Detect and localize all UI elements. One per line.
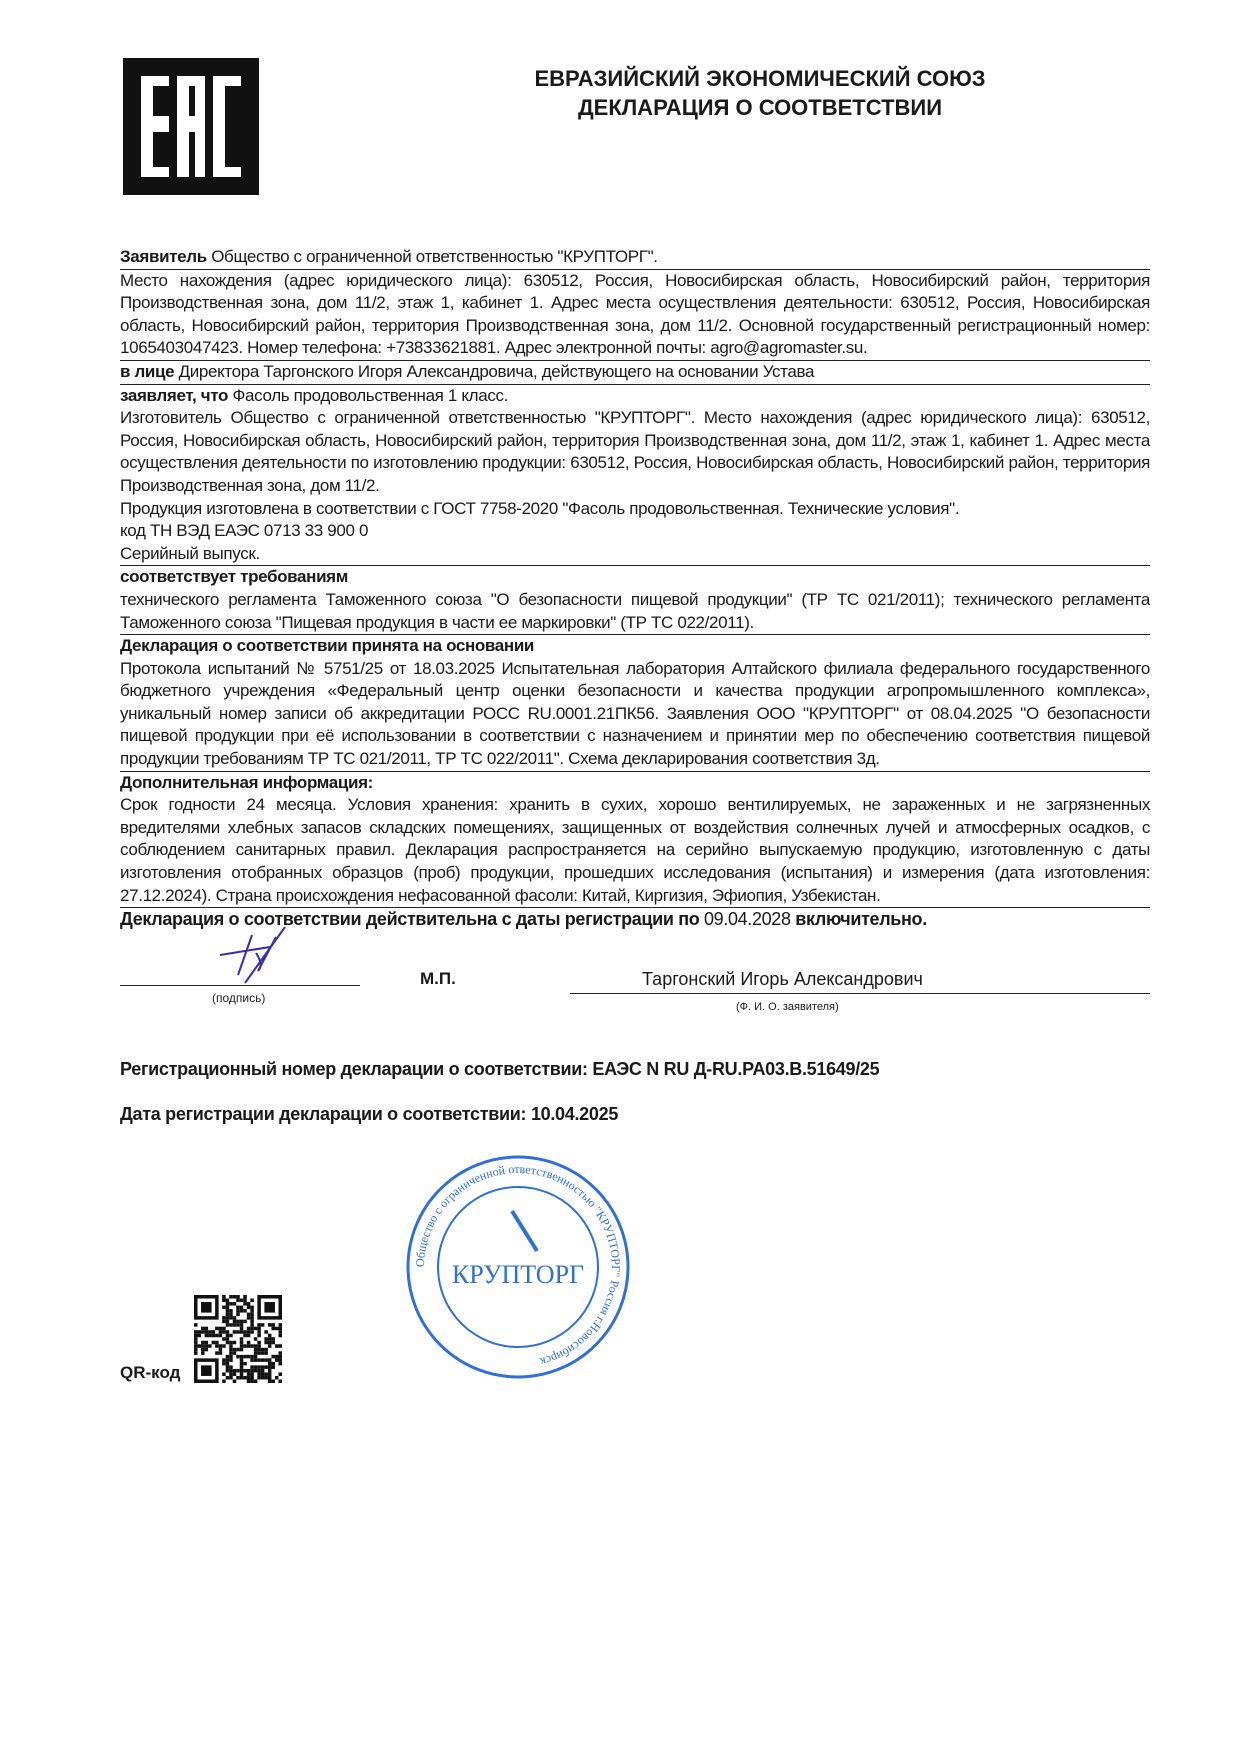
manufacturer: Изготовитель Общество с ограниченной ответственностью "КРУПТОРГ". Место нахождения (адрес юридического лица): 630512, Россия, Новосибирская область, Новосибирский район, территория Производственная зона, дом 11/2, этаж 1, кабинет 1. Адрес места осуществления деятельности по изготовлению продукции: 630512, Россия, Новосибирская область, Новосибирский район, территория Производственная зона, дом 11/2. [120, 408, 1150, 495]
registration-date: Дата регистрации декларации о соответствии: 10.04.2025 [120, 1103, 619, 1124]
registration-number: Регистрационный номер декларации о соответствии: ЕАЭС N RU Д-RU.PA03.B.51649/25 [120, 1058, 880, 1079]
declaration-title: ДЕКЛАРАЦИЯ О СООТВЕТСТВИИ [577, 95, 943, 120]
additional-label: Дополнительная информация: [120, 772, 373, 792]
signature-block [120, 965, 1150, 1035]
basis-text: Протокола испытаний № 5751/25 от 18.03.2025 Испытательная лаборатория Алтайского филиала федерального государственного бюджетного учреждения «Федеральный центр оценки безопасности и качества продукции агропромышленного комплекса», уникальный номер записи об аккредитации РОСС RU.0001.21ПК56. Заявления ООО "КРУПТОРГ" от 08.04.2025 "О безопасности пищевой продукции при её использовании в соответствии с назначением и принятии мер по обеспечению соответствия пищевой продукции требованиям ТР ТС 021/2011, ТР ТС 022/2011". Схема декларирования соответствия 3д. [120, 658, 1150, 772]
additional-text: Срок годности 24 месяца. Условия хранения: хранить в сухих, хорошо вентилируемых, не зараженных и не загрязненных вредителями хлебных запасов складских помещениях, защищенных от воздействия солнечных лучей и атмосферных осадков, с соблюдением санитарных правил. Декларация распространяется на серийно выпускаемую продукцию, изготовленную с даты изготовления отобранных образцов (проб) продукции, прошедших исследования (испытания) и измерения (дата изготовления: 27.12.2024). Страна происхождения нефасованной фасоли: Китай, Киргизия, Эфиопия, Узбекистан. [120, 794, 1150, 908]
document-header [380, 64, 1140, 122]
basis-label: Декларация о соответствии принята на основании [120, 636, 535, 656]
serial-production: Серийный выпуск. [120, 543, 1150, 567]
name-caption: (Ф. И. О. заявителя) [736, 1000, 839, 1013]
applicant-address: Место нахождения (адрес юридического лица): 630512, Россия, Новосибирская область, Новосибирский район, территория Производственная зона, дом 11/2, этаж 1, кабинет 1. Адрес места осуществления деятельности: 630512, Россия, Новосибирская область, Новосибирский район, территория Производственная зона, дом 11/2. Основной государственный регистрационный номер: 1065403047423. Номер телефона: +73833621881. Адрес электронной почты: agro@agromaster.su. [120, 270, 1150, 361]
hs-code: код ТН ВЭД ЕАЭС 0713 33 900 0 [120, 521, 369, 541]
complies-regulations: технического регламента Таможенного союза "О безопасности пищевой продукции" (ТР ТС 021/2011); технического регламента Таможенного союза "Пищевая продукция в части ее маркировки" (ТР ТС 022/2011). [120, 589, 1150, 635]
signature-caption: (подпись) [212, 990, 266, 1005]
stamp-ring-text: Общество с ограниченной ответственностью "КРУПТОРГ" Россия г.Новосибирск [413, 1161, 624, 1370]
stamp-center-text: КРУПТОРГ [452, 1259, 585, 1289]
complies-label: соответствует требованиям [120, 567, 348, 587]
qr-code [194, 1295, 282, 1383]
declaration-body [120, 246, 1150, 931]
validity: Декларация о соответствии действительна с даты регистрации по 09.04.2028 включительно. [120, 909, 927, 930]
signatory-name: Таргонский Игорь Александрович [642, 968, 923, 989]
applicant: Заявитель Общество с ограниченной ответственностью "КРУПТОРГ". [120, 246, 1150, 270]
qr-and-stamp-row [120, 1151, 1150, 1383]
name-line [570, 993, 1150, 994]
standard: Продукция изготовлена в соответствии с ГОСТ 7758-2020 "Фасоль продовольственная. Технические условия". [120, 498, 960, 518]
handwritten-signature [190, 925, 300, 985]
representative: в лице Директора Таргонского Игоря Александровича, действующего на основании Устава [120, 361, 1150, 385]
company-stamp [402, 1151, 634, 1383]
eac-logo [123, 58, 259, 195]
union-title: ЕВРАЗИЙСКИЙ ЭКОНОМИЧЕСКИЙ СОЮЗ [534, 66, 986, 91]
qr-label: QR-код [120, 1362, 181, 1382]
stamp-mark: М.П. [420, 968, 456, 988]
document-content [120, 246, 1150, 1383]
signature-line [120, 985, 360, 986]
declared-product: заявляет, что Фасоль продовольственная 1 класс. [120, 385, 509, 405]
